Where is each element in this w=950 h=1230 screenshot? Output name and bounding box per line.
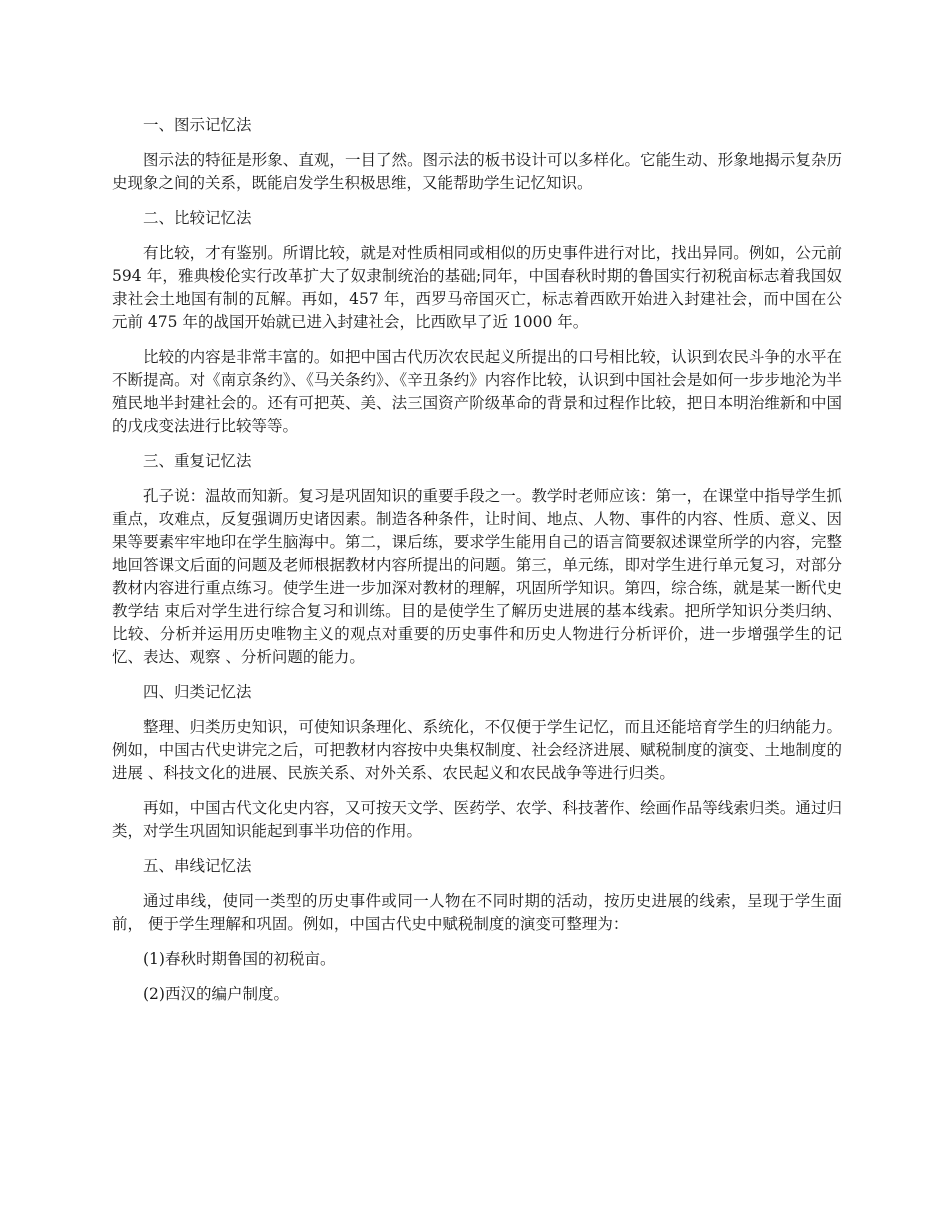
paragraph	[112, 485, 842, 669]
section-heading	[112, 681, 842, 704]
paragraph	[112, 716, 842, 785]
paragraph	[112, 797, 842, 843]
list-item	[112, 983, 842, 1006]
list-item-text: (1)春秋时期鲁国的初税亩。	[143, 950, 336, 968]
section-heading-text: 五、串线记忆法	[143, 857, 252, 875]
paragraph-text: 有比较，才有鉴别。所谓比较，就是对性质相同或相似的历史事件进行对比，找出异同。例如，公元前 594 年，雅典梭伦实行改革扩大了奴隶制统治的基础;同年，中国春秋时期的鲁国实行初税亩标志着我国奴隶社会土地国有制的瓦解。再如，457 年，西罗马帝国灭亡，标志着西欧开始进入封建社会，而中国在公元前 475 年的战国开始就已进入封建社会，比西欧早了近 1000 年。	[112, 244, 842, 331]
section-heading-text: 三、重复记忆法	[143, 452, 252, 470]
section-heading-text: 二、比较记忆法	[143, 209, 252, 227]
paragraph	[112, 346, 842, 438]
paragraph-text: 图示法的特征是形象、直观，一目了然。图示法的板书设计可以多样化。它能生动、形象地揭示复杂历史现象之间的关系，既能启发学生积极思维，又能帮助学生记忆知识。	[112, 151, 842, 192]
section-heading	[112, 207, 842, 230]
paragraph-text: 整理、归类历史知识，可使知识条理化、系统化，不仅便于学生记忆，而且还能培育学生的归纳能力。例如，中国古代史讲完之后，可把教材内容按中央集权制度、社会经济进展、赋税制度的演变、土地制度的进展 、科技文化的进展、民族关系、对外关系、农民起义和农民战争等进行归类。	[112, 718, 842, 782]
paragraph	[112, 890, 842, 936]
document-page	[112, 114, 842, 1018]
paragraph-text: 比较的内容是非常丰富的。如把中国古代历次农民起义所提出的口号相比较，认识到农民斗争的水平在不断提高。对《南京条约》、《马关条约》、《辛丑条约》内容作比较，认识到中国社会是如何一步步地沦为半殖民地半封建社会的。还有可把英、美、法三国资产阶级革命的背景和过程作比较，把日本明治维新和中国的戊戌变法进行比较等等。	[112, 348, 842, 435]
list-item	[112, 948, 842, 971]
section-heading-text: 一、图示记忆法	[143, 116, 252, 134]
list-item-text: (2)西汉的编户制度。	[143, 985, 289, 1003]
section-heading	[112, 450, 842, 473]
paragraph-text: 孔子说：温故而知新。复习是巩固知识的重要手段之一。教学时老师应该：第一，在课堂中指导学生抓重点，攻难点，反复强调历史诸因素。制造各种条件，让时间、地点、人物、事件的内容、性质、意义、因果等要素牢牢地印在学生脑海中。第二，课后练，要求学生能用自己的语言简要叙述课堂所学的内容，完整地回答课文后面的问题及老师根据教材内容所提出的问题。第三，单元练，即对学生进行单元复习，对部分教材内容进行重点练习。使学生进一步加深对教材的理解，巩固所学知识。第四，综合练，就是某一断代史教学结 束后对学生进行综合复习和训练。目的是使学生了解历史进展的基本线索。把所学知识分类归纳、比较、分析并运用历史唯物主义的观点对重要的历史事件和历史人物进行分析评价，进一步增强学生的记忆、表达、观察 、分析问题的能力。	[112, 487, 842, 666]
paragraph	[112, 242, 842, 334]
paragraph-text: 再如，中国古代文化史内容，又可按天文学、医药学、农学、科技著作、绘画作品等线索归类。通过归类，对学生巩固知识能起到事半功倍的作用。	[112, 799, 842, 840]
section-heading	[112, 114, 842, 137]
section-heading-text: 四、归类记忆法	[143, 683, 252, 701]
paragraph-text: 通过串线，使同一类型的历史事件或同一人物在不同时期的活动，按历史进展的线索，呈现于学生面前， 便于学生理解和巩固。例如，中国古代史中赋税制度的演变可整理为：	[112, 892, 842, 933]
paragraph	[112, 149, 842, 195]
section-heading	[112, 855, 842, 878]
